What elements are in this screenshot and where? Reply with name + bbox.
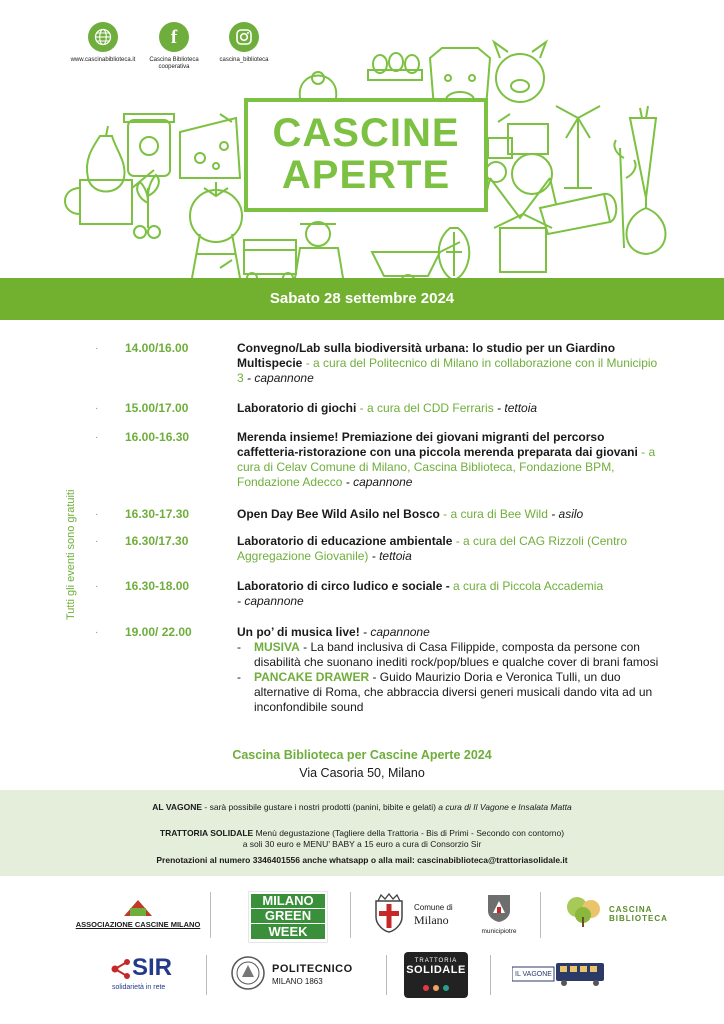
- milano-crest-icon: [372, 893, 406, 933]
- event-time: 14.00/16.00: [125, 341, 189, 355]
- band-name: MUSIVA: [254, 640, 300, 654]
- vagone-info: [0, 802, 724, 813]
- event-place: - capannone: [359, 625, 430, 639]
- logo-cascina-biblioteca: [565, 895, 668, 937]
- event-time: 15.00/17.00: [125, 401, 189, 415]
- poli-name: POLITECNICO: [272, 963, 353, 975]
- politecnico-seal-icon: [230, 955, 266, 991]
- bullet: ·: [95, 536, 99, 547]
- divider: [206, 955, 207, 995]
- divider: [350, 892, 351, 938]
- trattoria-text: Menù degustazione (Tagliere della Trattoria - Bis di Primi - Secondo con contorno): [253, 828, 565, 838]
- event-title: Merenda insieme! Premiazione dei giovani migranti del percorso caffetteria-ristorazione con una piccola merenda preparata dai giovani: [237, 430, 638, 459]
- event-place: - asilo: [547, 507, 584, 521]
- comune-label: Comune di: [414, 903, 453, 912]
- vagone-by: a cura di Il Vagone e Insalata Matta: [435, 802, 572, 812]
- event-organizer: - a cura di Celav Comune di Milano, Cascina Biblioteca, Fondazione BPM, Fondazione Adecco: [237, 445, 656, 489]
- event-time: 16.00-16.30: [125, 430, 190, 444]
- sir-name: SIR: [132, 954, 173, 981]
- cascina-logo-line2: BIBLIOTECA: [609, 914, 668, 923]
- trattoria-text-2: a soli 30 euro e MENU’ BABY a 15 euro a cura di Consorzio Sir: [242, 839, 482, 849]
- trattoria-logo-line2: SOLIDALE: [406, 964, 466, 976]
- social-label: Cascina Biblioteca cooperativa: [149, 57, 199, 70]
- social-label: www.cascinabiblioteca.it: [70, 57, 136, 63]
- bullet: ·: [95, 581, 99, 592]
- event-place: - capannone: [342, 475, 413, 489]
- event-place: - tettoia: [368, 549, 412, 563]
- cascina-logo-line1: CASCINA: [609, 905, 653, 914]
- divider: [540, 892, 541, 938]
- logo-il-vagone: [512, 955, 608, 995]
- logo-comune-milano: [372, 893, 462, 937]
- event-organizer: - a cura del Politecnico di Milano in collaborazione con il Municipio 3: [237, 356, 658, 385]
- venue-title: Cascina Biblioteca per Cascine Aperte 2024: [232, 748, 492, 762]
- event-title: Laboratorio di educazione ambientale: [237, 534, 453, 548]
- trattoria-info: [0, 828, 724, 850]
- logo-associazione-cascine: [70, 896, 206, 938]
- vagone-text: - sarà possibile gustare i nostri prodotti (panini, bibite e gelati): [202, 802, 436, 812]
- comune-city: Milano: [414, 913, 449, 927]
- event-organizer: - a cura del CDD Ferraris: [356, 401, 494, 415]
- band-name: PANCAKE DRAWER: [254, 670, 370, 684]
- trees-icon: [565, 895, 605, 927]
- event-place: - tettoia: [493, 401, 538, 415]
- bullet: ·: [95, 509, 99, 520]
- logo-milano-green-week: [248, 891, 328, 943]
- event-title: Laboratorio di giochi: [237, 401, 357, 415]
- municipio-label: municipiotre: [481, 928, 517, 935]
- dots-icon: [404, 978, 468, 996]
- bullet: ·: [95, 432, 99, 443]
- bullet: ·: [95, 627, 99, 638]
- logo-trattoria-solidale: [404, 952, 468, 998]
- event-time: 16.30-17.30: [125, 507, 190, 521]
- poster-title-line2: APERTE: [281, 153, 451, 197]
- sir-tagline: solidarietà in rete: [112, 984, 166, 991]
- mgw-line2: GREEN: [251, 909, 325, 923]
- cascine-emblem-icon: [70, 896, 206, 918]
- divider: [490, 955, 491, 995]
- title-frame: [244, 98, 488, 212]
- social-label: cascina_biblioteca: [219, 57, 269, 63]
- event-title: Convegno/Lab sulla biodiversità urbana: lo studio per un Giardino Multispecie: [237, 341, 616, 370]
- bullet: ·: [95, 343, 99, 354]
- event-organizer: - a cura del CAG Rizzoli (Centro Aggregazione Giovanile): [237, 534, 628, 563]
- music-item: - MUSIVA - La band inclusiva di Casa Filippide, composta da persone con disabilità che suonano inediti rock/pop/blues e qualche cover di brani famosi: [237, 640, 659, 669]
- divider: [210, 892, 211, 938]
- mgw-line3: WEEK: [251, 924, 325, 939]
- band-description: - La band inclusiva di Casa Filippide, composta da persone con disabilità che suonano inediti rock/pop/blues e qualche cover di brani famosi: [254, 640, 659, 669]
- event-place: - capannone: [237, 594, 304, 608]
- vagone-logo-text: IL VAGONE: [515, 971, 552, 978]
- poli-sub: MILANO 1863: [272, 977, 323, 986]
- event-time: 16.30-18.00: [125, 579, 190, 593]
- divider: [386, 955, 387, 995]
- trattoria-label: TRATTORIA SOLIDALE: [159, 828, 254, 838]
- event-organizer: - a cura di Bee Wild: [439, 507, 548, 521]
- event-date: Sabato 28 settembre 2024: [269, 290, 455, 307]
- poster-title-line1: CASCINE: [272, 111, 460, 155]
- event-time: 16.30/17.30: [125, 534, 189, 548]
- event-organizer: a cura di Piccola Accademia: [449, 579, 604, 593]
- event-title: Open Day Bee Wild Asilo nel Bosco: [237, 507, 440, 521]
- facebook-icon: f: [159, 22, 189, 52]
- share-network-icon: [110, 958, 132, 980]
- free-events-label: Tutti gli eventi sono gratuiti: [65, 489, 77, 620]
- booking-info: Prenotazioni al numero 3346401556 anche whatsapp o alla mail: cascinabiblioteca@trattoriasolidale.it: [156, 855, 568, 865]
- event-time: 19.00/ 22.00: [125, 625, 192, 639]
- vagone-label: AL VAGONE: [152, 802, 203, 812]
- music-item: - PANCAKE DRAWER - Guido Maurizio Doria e Veronica Tulli, un duo alternative di Roma, che abbraccia diversi generi musicali dando vita ad un inconfondibile sound: [237, 670, 653, 714]
- bullet: ·: [95, 403, 99, 414]
- event-title: Laboratorio di circo ludico e sociale -: [237, 579, 450, 593]
- logo-politecnico: [230, 955, 370, 997]
- venue-address: Via Casoria 50, Milano: [299, 766, 425, 780]
- event-place: - capannone: [243, 371, 314, 385]
- logo-sir: [110, 954, 190, 998]
- event-title: Un po’ di musica live!: [237, 625, 360, 639]
- municipio-crest-icon: [486, 893, 512, 923]
- mgw-line1: MILANO: [251, 894, 325, 908]
- logo-municipio-tre: [478, 893, 520, 939]
- assoc-name: ASSOCIAZIONE CASCINE MILANO: [75, 920, 201, 929]
- band-description: - Guido Maurizio Doria e Veronica Tulli, un duo alternative di Roma, che abbraccia diversi generi musicali dando vita ad un inconfondibile sound: [254, 670, 653, 714]
- trattoria-logo-line1: TRATTORIA: [414, 958, 458, 964]
